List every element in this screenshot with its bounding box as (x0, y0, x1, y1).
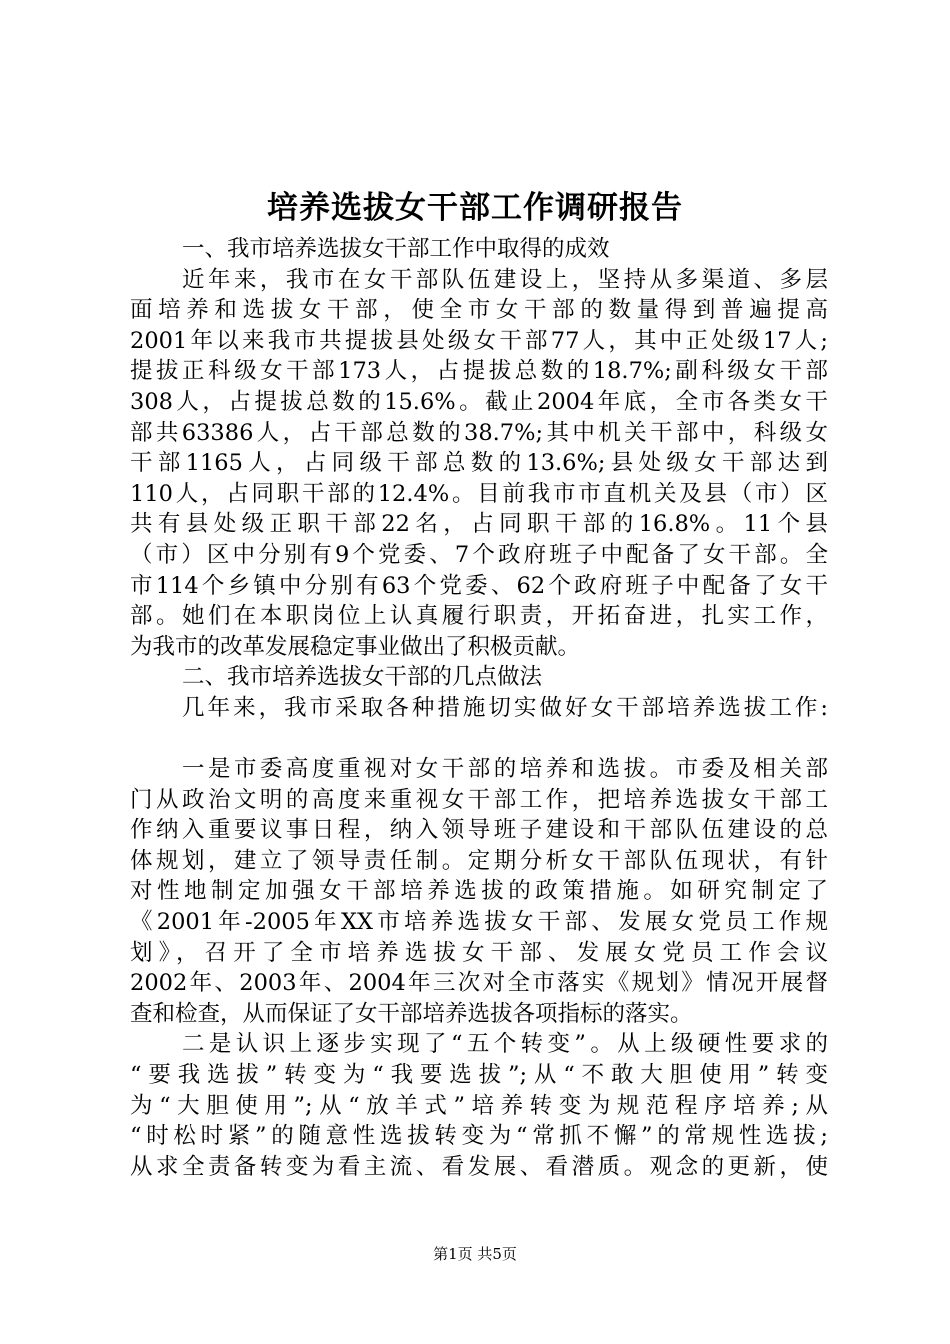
paragraph-line: 面培养和选拔女干部，使全市女干部的数量得到普遍提高 (130, 297, 828, 324)
paragraph-line: 查和检查，从而保证了女干部培养选拔各项指标的落实。 (130, 1000, 693, 1027)
paragraph-line: 2001年以来我市共提拔县处级女干部77人，其中正处级17人; (130, 327, 828, 354)
paragraph-line: 市114个乡镇中分别有63个党委、62个政府班子中配备了女干 (130, 572, 828, 599)
paragraph-line: 干部1165人，占同级干部总数的13.6%;县处级女干部达到 (130, 450, 828, 477)
paragraph-line: “要我选拔”转变为“我要选拔”;从“不敢大胆使用”转变 (130, 1062, 828, 1089)
page-footer: 第1页 共5页 (433, 1245, 517, 1263)
blank-line (130, 724, 828, 755)
document-title: 培养选拔女干部工作调研报告 (267, 190, 683, 226)
paragraph-line: “时松时紧”的随意性选拔转变为“常抓不懈”的常规性选拔; (130, 1123, 828, 1150)
section-heading: 一、我市培养选拔女干部工作中取得的成效 (182, 236, 610, 262)
paragraph-line: 110人，占同职干部的12.4%。目前我市市直机关及县（市）区 (130, 480, 828, 507)
paragraph-line: （市）区中分别有9个党委、7个政府班子中配备了女干部。全 (130, 541, 828, 568)
paragraph-line: 门从政治文明的高度来重视女干部工作，把培养选拔女干部工 (130, 786, 828, 813)
document-body (130, 234, 828, 1182)
paragraph-line: 对性地制定加强女干部培养选拔的政策措施。如研究制定了 (130, 878, 828, 905)
paragraph-line: 几年来，我市采取各种措施切实做好女干部培养选拔工作: (182, 694, 828, 721)
paragraph-line: 共有县处级正职干部22名，占同职干部的16.8%。11个县 (130, 511, 828, 538)
paragraph-line: 《2001年-2005年XX市培养选拔女干部、发展女党员工作规 (130, 909, 828, 936)
paragraph-line: 提拔正科级女干部173人，占提拔总数的18.7%;副科级女干部 (130, 358, 828, 385)
paragraph-line: 为我市的改革发展稳定事业做出了积极贡献。 (130, 633, 581, 660)
section-heading: 二、我市培养选拔女干部的几点做法 (182, 664, 543, 691)
paragraph-line: 作纳入重要议事日程，纳入领导班子建设和干部队伍建设的总 (130, 817, 828, 844)
paragraph-line: 308人，占提拔总数的15.6%。截止2004年底，全市各类女干 (130, 388, 828, 415)
paragraph-line: 从求全责备转变为看主流、看发展、看潜质。观念的更新，使 (130, 1153, 828, 1180)
paragraph-line: 部共63386人，占干部总数的38.7%;其中机关干部中，科级女 (130, 419, 828, 446)
paragraph-line: 一是市委高度重视对女干部的培养和选拔。市委及相关部 (182, 756, 828, 783)
paragraph-line: 近年来，我市在女干部队伍建设上，坚持从多渠道、多层 (182, 266, 828, 293)
paragraph-line: 划》，召开了全市培养选拔女干部、发展女党员工作会议 (130, 939, 828, 966)
paragraph-line: 二是认识上逐步实现了“五个转变”。从上级硬性要求的 (182, 1031, 828, 1058)
paragraph-line: 2002年、2003年、2004年三次对全市落实《规划》情况开展督 (130, 970, 828, 997)
paragraph-line: 部。她们在本职岗位上认真履行职责，开拓奋进，扎实工作， (130, 603, 828, 630)
paragraph-line: 体规划，建立了领导责任制。定期分析女干部队伍现状，有针 (130, 847, 828, 874)
paragraph-line: 为“大胆使用”;从“放羊式”培养转变为规范程序培养;从 (130, 1092, 828, 1119)
